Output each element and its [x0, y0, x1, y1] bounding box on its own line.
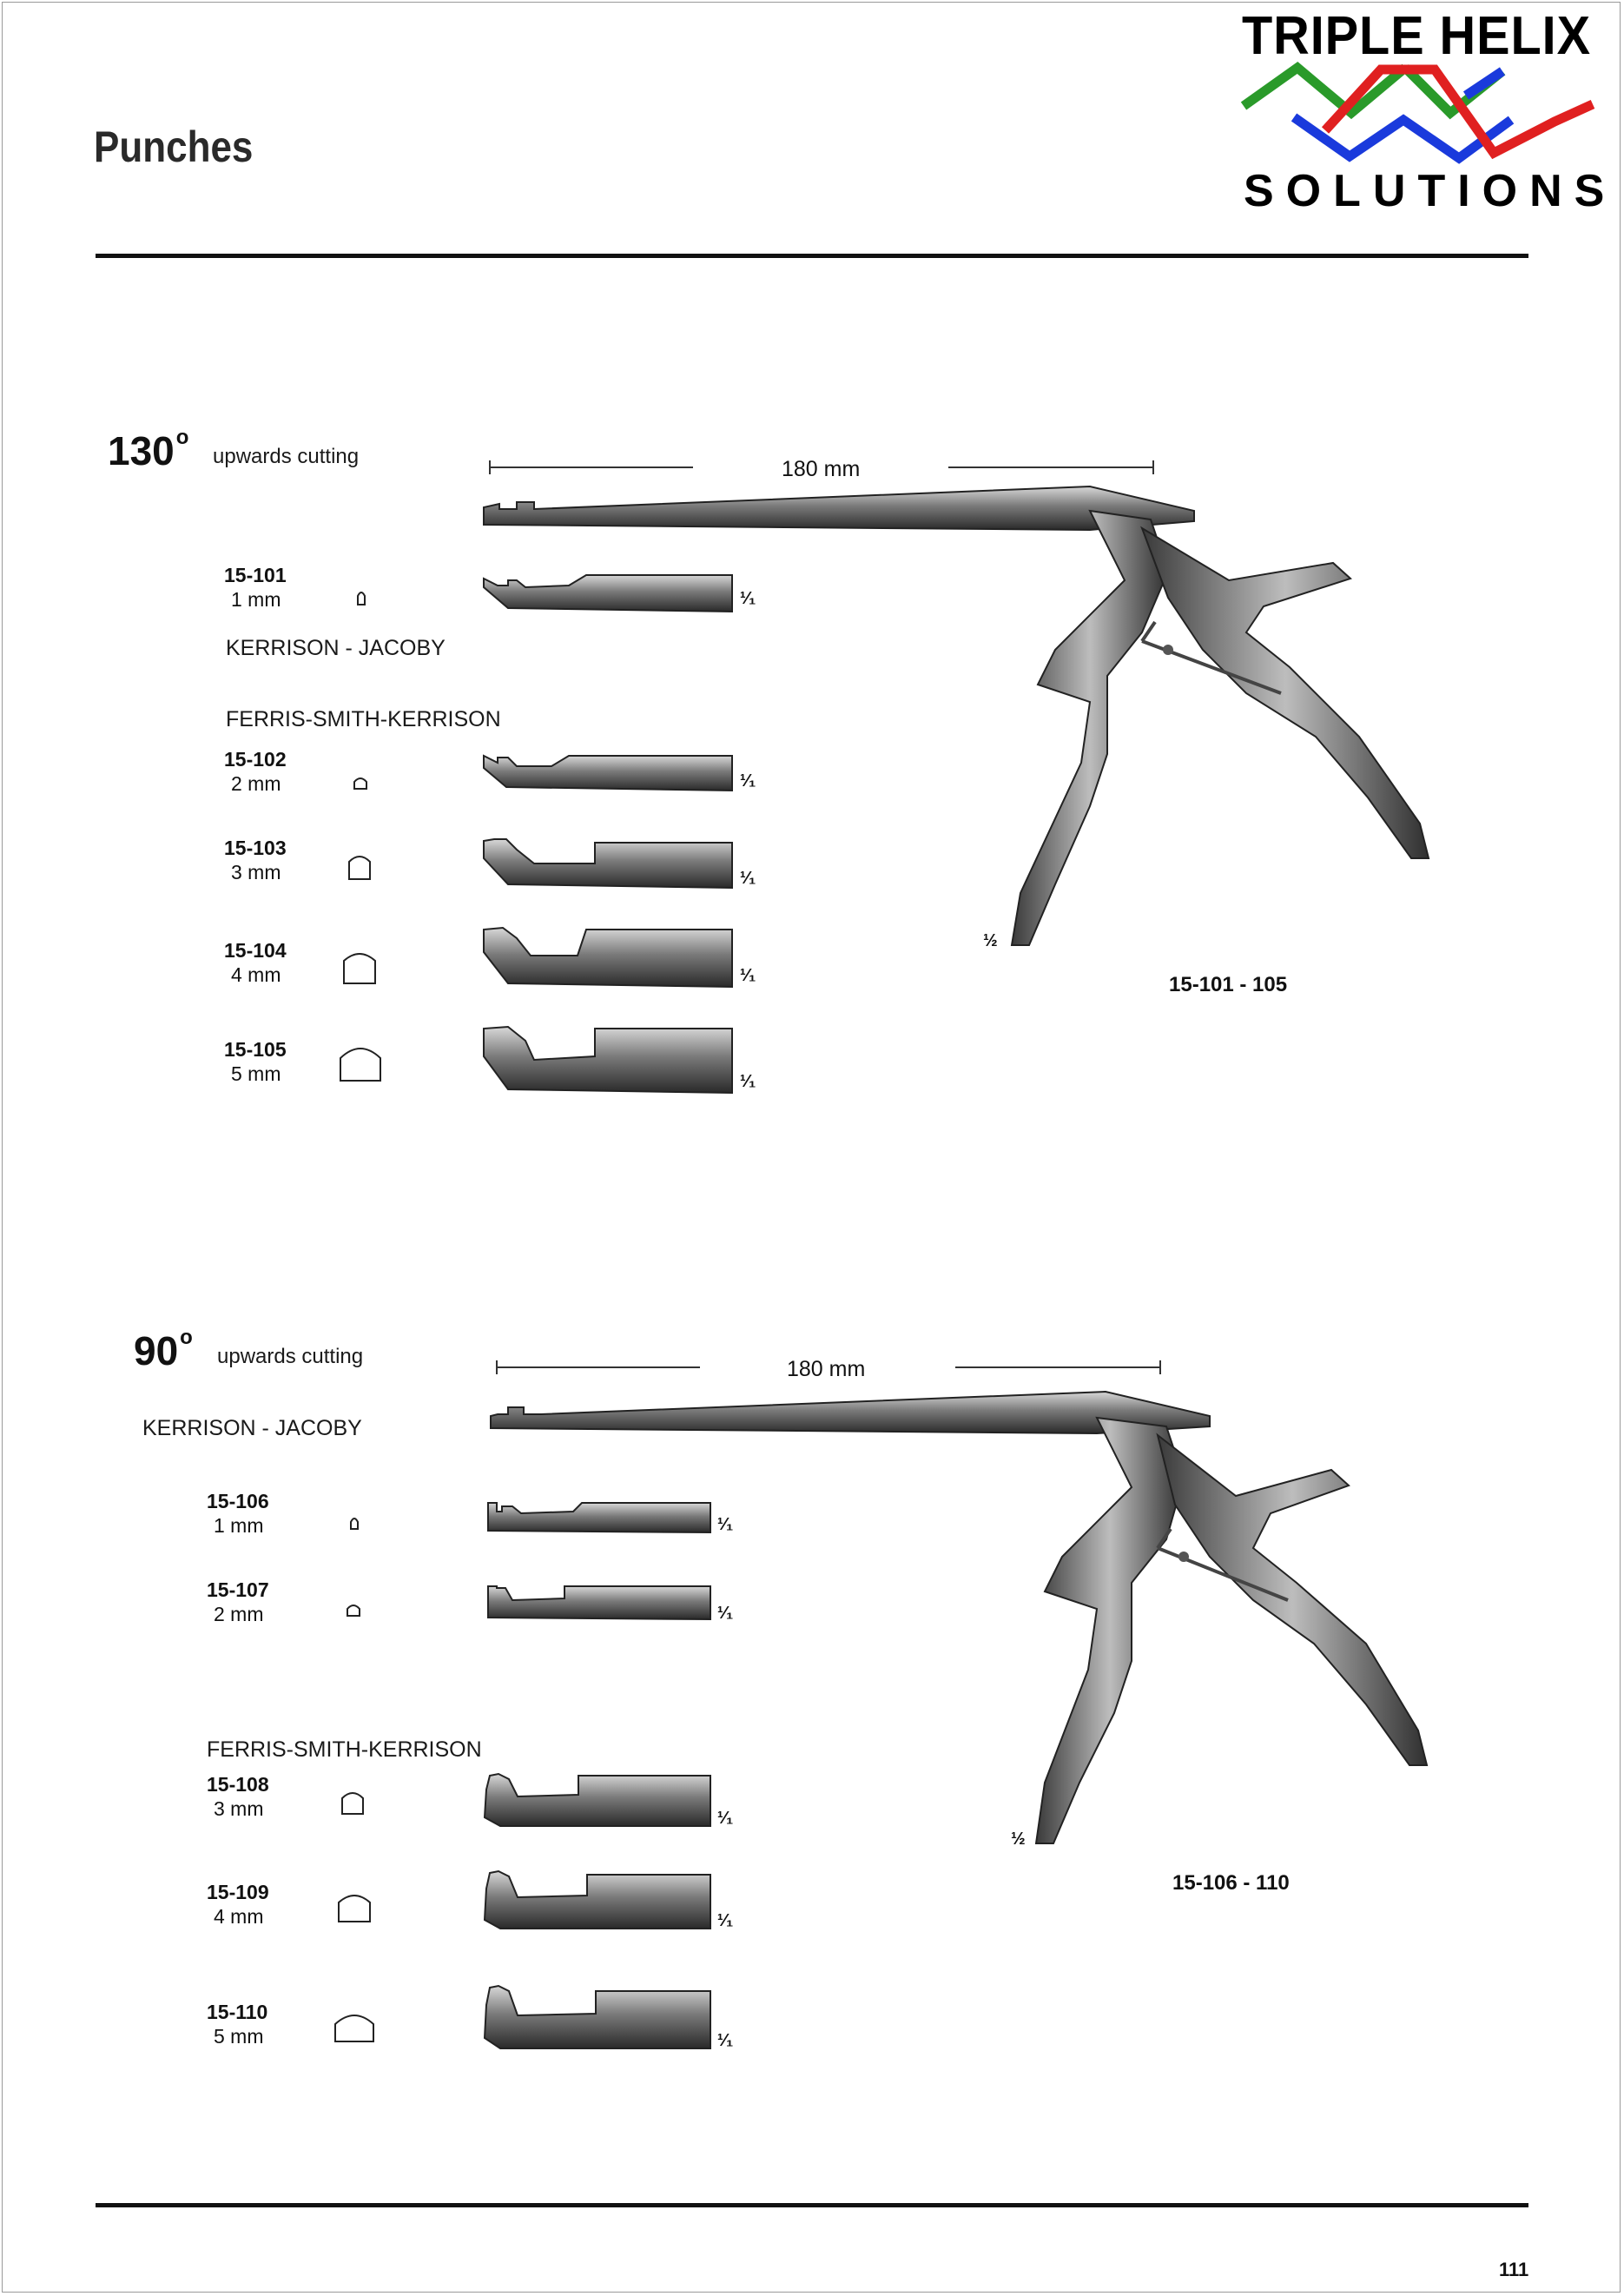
item-15-104: 15-104 4 mm [224, 939, 287, 986]
cross-section-3mm-icon [347, 851, 372, 881]
scale-15-103: ¹⁄₁ [740, 869, 756, 888]
footer-rule [96, 2203, 1528, 2207]
item-15-101: 15-101 1 mm [224, 564, 287, 611]
item-15-102: 15-102 2 mm [224, 748, 287, 795]
tip-15-102-image [482, 752, 734, 792]
tip-15-110-image [483, 1984, 712, 2050]
tip-15-105-image [482, 1025, 734, 1095]
section-130-family-1: KERRISON - JACOBY [226, 636, 446, 660]
cross-section-4mm-icon [342, 947, 377, 985]
section-90-family-2: FERRIS-SMITH-KERRISON [207, 1737, 482, 1762]
helix-logo-icon [1242, 61, 1598, 165]
cross-section-5mm-icon [339, 1039, 382, 1082]
item-15-103: 15-103 3 mm [224, 837, 287, 883]
cross-section-5mm-icon [333, 2007, 375, 2043]
tip-15-107-image [486, 1583, 712, 1621]
cross-section-3mm-icon [340, 1788, 365, 1816]
page-frame [2, 2, 1621, 2293]
scale-15-108: ¹⁄₁ [717, 1809, 734, 1828]
cross-section-4mm-icon [337, 1889, 372, 1923]
cross-section-2mm-icon [353, 775, 368, 791]
item-15-105: 15-105 5 mm [224, 1038, 287, 1085]
item-15-110: 15-110 5 mm [207, 2001, 268, 2048]
scale-15-106: ¹⁄₁ [717, 1515, 734, 1534]
header-rule [96, 254, 1528, 258]
scale-15-104: ¹⁄₁ [740, 966, 756, 985]
section-90-length: 180 mm [787, 1357, 866, 1381]
tip-15-108-image [483, 1772, 712, 1828]
section-130-punch-image [482, 476, 1437, 963]
brand-name-bottom: SOLUTIONS [1244, 166, 1617, 216]
section-90-cutting: upwards cutting [217, 1345, 364, 1368]
item-15-106: 15-106 1 mm [207, 1490, 269, 1537]
section-90-range: 15-106 - 110 [1172, 1871, 1290, 1895]
cross-section-1mm-icon [356, 589, 366, 606]
section-90-main-scale: ½ [1011, 1830, 1026, 1849]
tip-15-101-image [482, 573, 734, 613]
cross-section-1mm-icon [349, 1515, 360, 1531]
page-number: 111 [1499, 2259, 1529, 2280]
scale-15-105: ¹⁄₁ [740, 1072, 756, 1091]
tip-15-106-image [486, 1499, 712, 1534]
section-130-angle: 130$^o$ [108, 425, 189, 473]
tip-15-103-image [482, 837, 734, 890]
section-130-main-scale: ½ [983, 931, 998, 950]
section-130-family-2: FERRIS-SMITH-KERRISON [226, 707, 501, 731]
section-90-angle: 90$^o$ [134, 1325, 193, 1373]
scale-15-102: ¹⁄₁ [740, 771, 756, 791]
cross-section-2mm-icon [346, 1602, 361, 1618]
scale-15-107: ¹⁄₁ [717, 1604, 734, 1623]
tip-15-104-image [482, 926, 734, 989]
scale-15-101: ¹⁄₁ [740, 589, 756, 608]
brand-name-top: TRIPLE HELIX [1242, 6, 1592, 66]
section-130-range: 15-101 - 105 [1169, 973, 1288, 996]
item-15-107: 15-107 2 mm [207, 1578, 269, 1625]
scale-15-110: ¹⁄₁ [717, 2031, 734, 2050]
section-130-cutting: upwards cutting [213, 445, 360, 468]
item-15-108: 15-108 3 mm [207, 1773, 269, 1820]
item-15-109: 15-109 4 mm [207, 1881, 269, 1928]
section-90-family-1: KERRISON - JACOBY [142, 1416, 362, 1440]
tip-15-109-image [483, 1869, 712, 1930]
section-130-length: 180 mm [782, 457, 861, 481]
page-title: Punches [94, 122, 254, 171]
scale-15-109: ¹⁄₁ [717, 1911, 734, 1930]
